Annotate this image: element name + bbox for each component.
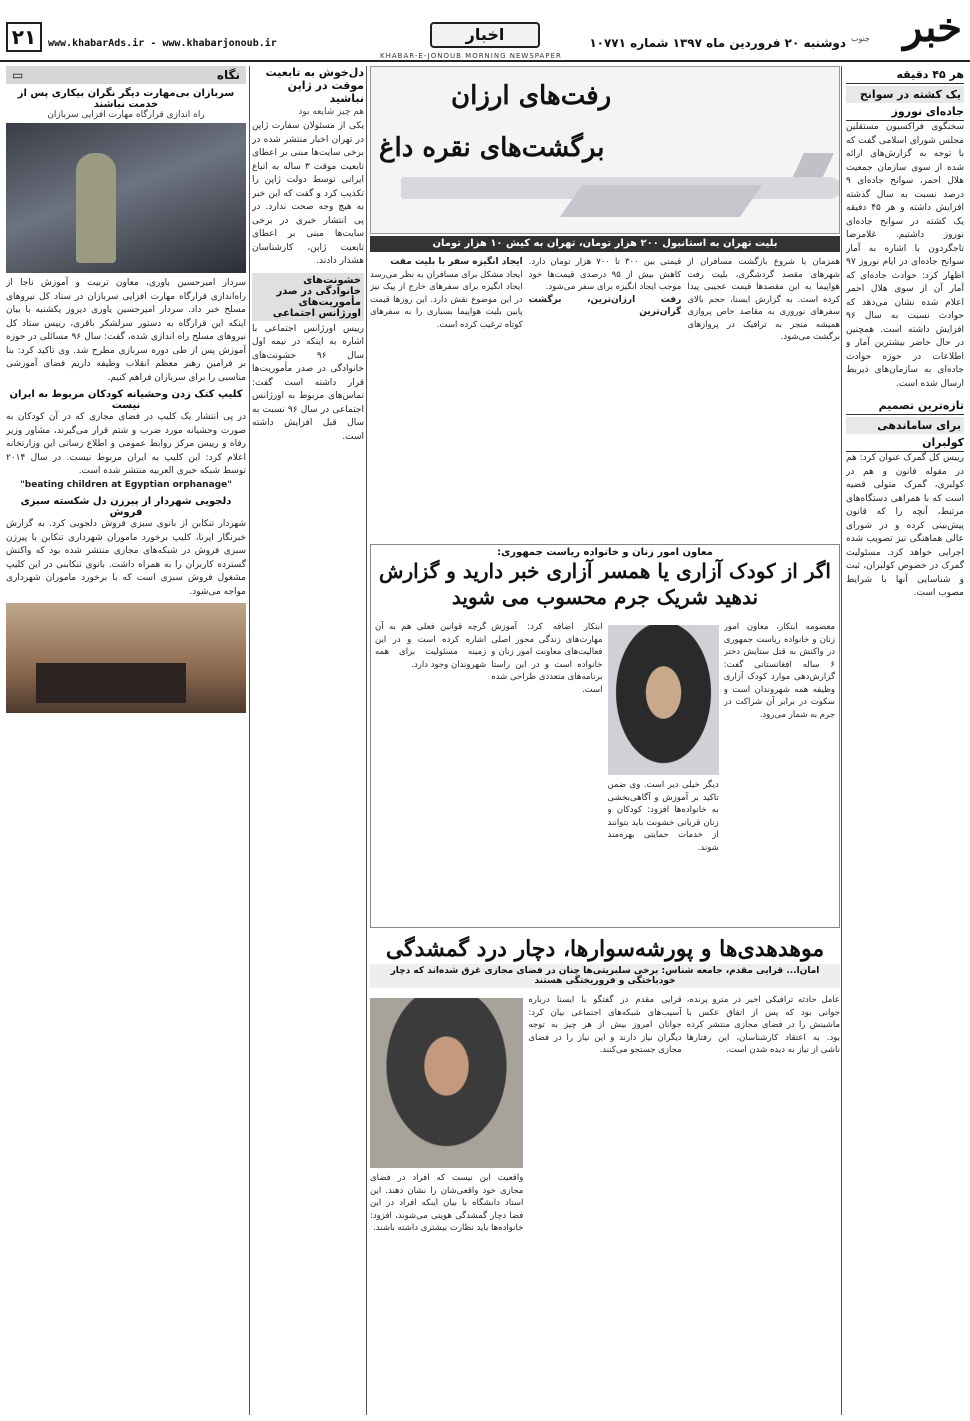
official-portrait-photo (608, 625, 719, 775)
women-kicker: معاون امور زنان و خانواده ریاست جمهوری: (497, 547, 713, 558)
nagah-tag (6, 66, 246, 84)
flight-story-columns (370, 256, 840, 538)
left-headline-2: کلیپ کتک زدن وحشیانه کودکان مربوط به ایران نیست (9, 389, 243, 411)
desk-shape (36, 663, 186, 703)
flight-subhead-1: رفت ارزان‌ترین، برگشت گران‌ترین (528, 294, 682, 317)
women-affairs-story (370, 544, 840, 928)
issue-date: دوشنبه ۲۰ فروردین ماه ۱۳۹۷ شماره ۱۰۷۷۱ (589, 36, 846, 50)
right-headline-4: برای ساماندهی (846, 417, 964, 434)
women-col-2 (608, 621, 719, 923)
paper-name-latin: KHABAR-E-JONOUB MORNING NEWSPAPER (380, 52, 562, 60)
left-english-quote: "beating children at Egyptian orphanage" (20, 479, 232, 490)
mid-column (252, 66, 364, 1415)
newspaper-logo (852, 4, 962, 54)
column-divider (841, 66, 842, 1415)
women-columns (375, 621, 835, 923)
flight-col-2-text: قیمتی بین ۳۰۰ تا ۷۰۰ هزار تومان دارد. کاهش بیش از ۹۵ درصدی قیمت‌ها خود موجب ایجاد انگیزه برای سفر می‌شود. (528, 257, 682, 292)
airplane-wing (560, 185, 762, 217)
sociology-story (370, 934, 840, 1414)
right-headline-5: کولبران (846, 434, 964, 452)
flight-col-1 (687, 256, 840, 538)
right-column (846, 66, 964, 1415)
left-column (6, 66, 246, 1415)
right-headline-2: جاده‌ای نوروز (846, 103, 964, 121)
sociology-col-3-text: واقعیت این نیست که افراد در فضای مجازی خود واقعی‌شان را نشان دهند. این استاد دانشگاه با بیان اینکه افراد در این فضا دچار گمشدگی هویتی می‌شوند، افزود: خانواده‌ها باید نظارت بیشتری داشته باشند. (370, 1173, 524, 1233)
mid-body: یکی از مسئولان سفارت ژاپن در تهران اخبار منتشر شده در برخی سایت‌ها مبنی بر اعطای تابعیت موقت ۳ ساله به اتباع ایرانی توسط دولت ژاپن را تکذیب کرد و گفت که این خبر به هیچ وجه صحت ندارد. در پی انتشار خبری در برخی سایت‌ها مبنی بر اعطای تابعیت ژاپن، کارشناسان هشدار دادند. (252, 121, 364, 266)
sociology-col-1-text: عامل حادثه ترافیکی اخیر در مترو پرنده، جوانی بود که پس از اتفاق عکس با ماشینش را در فضای مجازی منتشر کرده بود. به اعتقاد کارشناسان، این رفتارها ناشی از نیاز به دیده شدن است. (686, 995, 840, 1055)
women-col-3 (491, 621, 602, 923)
banner-title-1: رفت‌های ارزان (451, 81, 612, 111)
right-body: سخنگوی فراکسیون مستقلین مجلس شورای اسلامی گفت که با توجه به گزارش‌های ارائه شده از سوی سازمان جمعیت هلال احمر، سوانح جاده‌ای ۹ درصد نسبت به سال گذشته افزایش داشته و هر ۴۵ دقیقه یک کشته در سوانح جاده‌ای نوروز داشتیم. غلامرضا تاجگردون با اشاره به آمار سوانح جاده‌ای در ایام نوروز ۹۷ اظهار کرد: حوادث جاده‌ای که آمار آن از سوی هلال احمر اعلام شده نشان می‌دهد که حوادث نسبت به سال ۹۶ افزایش داشته است. همچنین در حال حاضر بیشترین آمار و اطلاعات در حوزه حوادث جاده‌ای به سازمان‌های ذیربط ارسال شده است. (846, 122, 964, 389)
left-subline: راه اندازی قرارگاه مهارت افزایی سربازان (47, 110, 205, 120)
column-divider (249, 66, 250, 1415)
right-kicker: هر ۴۵ دقیقه (846, 66, 964, 84)
flight-banner (370, 66, 840, 234)
soldier-photo (6, 123, 246, 273)
right-headline-3: تازه‌ترین تصمیم (846, 397, 964, 415)
banner-title-2: برگشت‌های نقره داغ (379, 133, 605, 163)
right-headline: یک کشته در سوانح (846, 86, 964, 103)
mayor-meeting-photo (6, 603, 246, 713)
page-header (0, 0, 970, 62)
column-divider (366, 66, 367, 1415)
page-number: ۲۱ (6, 22, 42, 52)
flight-col-2 (529, 256, 682, 538)
logo-text: خبر (903, 4, 962, 51)
sociology-col-2 (528, 994, 681, 1414)
women-col-1-text: معصومه ابتکار، معاون امور زنان و خانواده ریاست جمهوری در واکنش به قتل ستایش دختر ۶ ساله افغانستانی گفت: گزارش‌دهی موارد کودک آزاری وظیفه همه شهروندان است و سکوت در برابر آن شراکت در جرم به شمار می‌رود. (723, 622, 835, 720)
left-body-3: شهردار تنکابن از بانوی سبزی فروش دلجویی کرد. به گزارش خبرنگار ایرنا، کلیپ برخورد ماموران شهرداری تنکابن با پیرزن سبزی فروش در شبکه‌های مجازی منتشر شده بود که واکنش گسترده کاربران را به همراه داشت. بانوی تنکابنی در این کلیپ مشغول فروش سبزی است که با برخورد ماموران شهرداری مواجه می‌شود. (6, 519, 246, 597)
left-headline-3: دلجویی شهردار از پیرزن دل شکسته سبزی فروش (20, 496, 232, 518)
sociology-col-1 (687, 994, 840, 1414)
mid-headline-box: خشونت‌های خانوادگی در صدر مأموریت‌های اورژانس اجتماعی (252, 273, 364, 321)
flight-col-3-text: ایجاد مشکل برای مسافران به نظر می‌رسد ایجاد انگیزه برای سفرهای خارج از پیک نیز در این موضوع نقش دارد. این روزها قیمت پایین بلیت هواپیما بسیاری را به سفرهای کوتاه ترغیب کرده است. (370, 269, 523, 330)
left-headline: سربازان بی‌مهارت دیگر نگران بیکاری پس از خدمت نباشند (17, 88, 235, 110)
mid-body-2: رییس اورژانس اجتماعی با اشاره به اینکه در نیمه اول سال ۹۶ خشونت‌های خانوادگی در صدر مأموریت‌ها قرار داشته است گفت: تماس‌های مربوط به اورژانس اجتماعی در سال ۹۶ نسبت به سال قبل افزایش داشته است. (252, 323, 364, 442)
women-col-3-text: ابتکار اضافه کرد: آموزش مهارت‌های زندگی محور اصلی فعالیت‌های معاونت امور زنان و خانواده است و در این راستا برنامه‌های متعددی طراحی شده است. (491, 622, 603, 695)
sociology-col-2-text: قرایی مقدم در گفتگو با ایسنا درباره آسیب‌های شبکه‌های اجتماعی بیان کرد: جوانان امروز بیش از هر چیز به توجه دیگران نیاز دارند و این نیاز را در فضای مجازی جستجو می‌کنند. (528, 995, 682, 1055)
women-col-4 (375, 621, 486, 923)
flight-subhead-2: ایجاد انگیزه سفر با بلیت مفت (390, 257, 523, 267)
women-col-4-text: گرچه قوانین فعلی هم به آن اشاره کرده است و در این زمینه مسئولیت برای همه شهروندان وجود دارد. (375, 622, 487, 670)
mid-subline: هم چیز شایعه بود (298, 107, 364, 117)
women-col-2-text: دیگر خیلی دیر است. وی ضمن تاکید بر آموزش و آگاهی‌بخشی به خانواده‌ها افزود: کودکان و زنان قربانی خشونت باید بتوانند از خدمات حمایتی بهره‌مند شوند. (607, 780, 719, 853)
right-body-2: رییس کل گمرک عنوان کرد: هم در مقوله قانون و هم در کولبری، گمرک متولی قضیه است که با همراهی دستگاه‌های مرتبط، آنچه را که قانون پیش‌بینی کرده و در شورای عالی هماهنگی نیز تصویب شده اجرایی خواهد کرد. مسئولیت گمرک در خصوص کولبران، ثبت و شناسایی آنها با شرایط مصوب است. (846, 453, 964, 598)
sociology-col-3 (370, 994, 523, 1414)
women-col-1 (724, 621, 835, 923)
nagah-label: نگاه (216, 68, 240, 82)
sociologist-portrait-photo (370, 998, 523, 1168)
sociology-columns (370, 994, 840, 1414)
mid-headline: دل‌خوش به تابعیت موقت در ژاپن نباشید (265, 66, 364, 105)
website-links: www.khabarAds.ir - www.khabarjonoub.ir (48, 38, 277, 49)
sociology-lead: امان‌ا... قرایی مقدم، جامعه شناس: برخی سلبریتی‌ها چنان در فضای مجازی غرق شده‌اند که دچار خودباختگی و فروریختگی هستند (370, 964, 840, 988)
sociology-headline: موهدهدی‌ها و پورشه‌سوارها، دچار درد گمشدگی (385, 936, 825, 962)
left-body: سردار امیرحسین یاوری، معاون تربیت و آموزش ناجا از راه‌اندازی قرارگاه مهارت افزایی سربازان در ستاد کل نیروهای مسلح خبر داد. سردار امیرحسین یاوری دیروز یکشنبه با بیان اینکه این قرارگاه به دستور سرلشکر باقری، رییس ستاد کل نیروهای مسلح راه اندازی شده، گفت: سال ۹۶ مسائلی در حوزه آموزش پس از طی دوره سربازی مطرح شد. وی تاکید کرد: بنا بر فرامین رهبر معظم انقلاب وظیفه داریم فضای آموزشی مناسبی را برای سربازان فراهم کنیم. (6, 278, 246, 383)
flight-col-3 (370, 256, 523, 538)
flight-col-1-text: همزمان با شروع بازگشت مسافران از شهرهای مقصد گردشگری، بلیت رفت هواپیما به این مقصدها قیمت عجیبی پیدا کرده است. به گزارش ایسنا، حجم بالای سفرهای نوروزی به مقاصد خاص پروازی همیشه منجر به ترافیک در پروازهای برگشت می‌شود. (687, 257, 840, 342)
banner-subheading: بلیت تهران به استانبول ۲۰۰ هزار تومان، تهران به کیش ۱۰ هزار تومان (370, 236, 840, 252)
soldier-figure (76, 153, 116, 263)
window-icon: ▭ (12, 68, 24, 82)
logo-subtext: جنوب (850, 34, 870, 43)
section-title: اخبار (430, 22, 540, 48)
women-headline: اگر از کودک آزاری یا همسر آزاری خبر دارید و گزارش ندهید شریک جرم محسوب می شوید (379, 559, 831, 609)
left-body-2: در پی انتشار یک کلیپ در فضای مجازی که در آن کودکان به صورت وحشیانه مورد ضرب و شتم قرار می‌گیرند، مشاور وزیر رفاه و رییس مرکز روابط عمومی و اطلاع رسانی این وزارتخانه اعلام کرد: این کلیپ به ایران مربوط نیست. در سال ۲۰۱۴ توسط شبکه خبری العربیه منتشر شده است. (6, 412, 246, 476)
